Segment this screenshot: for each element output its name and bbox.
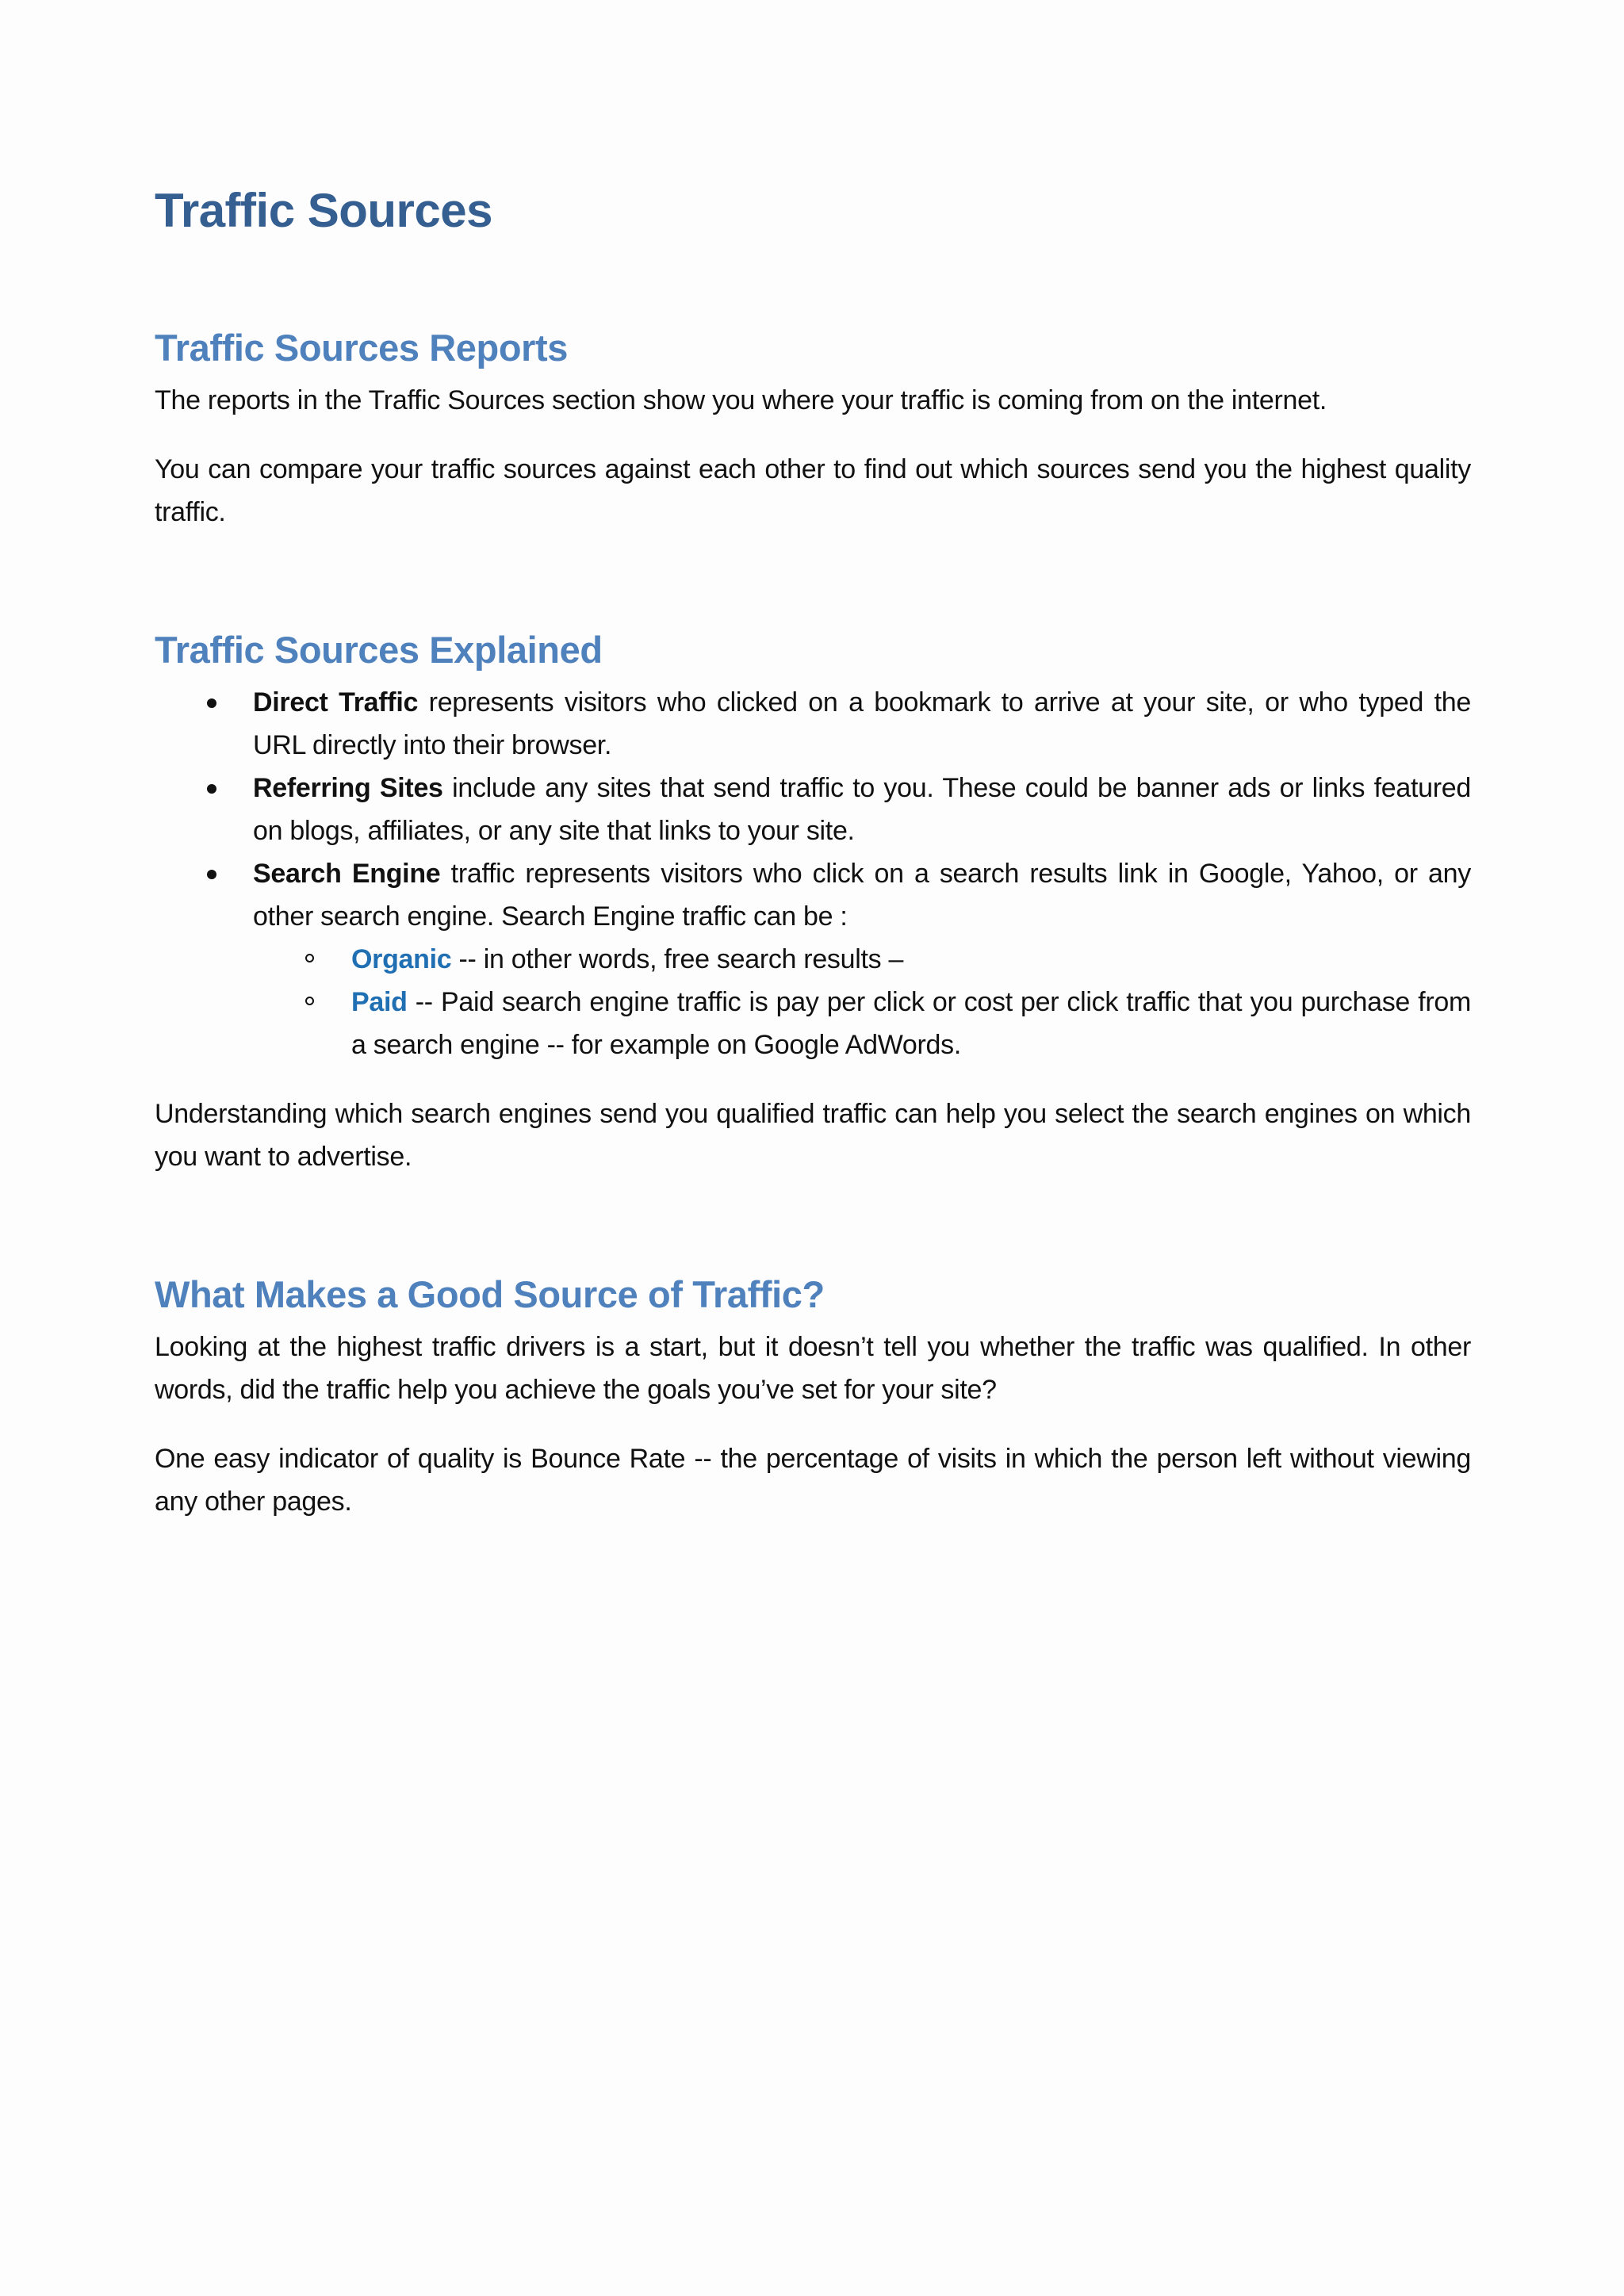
section-heading-good-source: What Makes a Good Source of Traffic?: [155, 1273, 825, 1316]
bullet-icon: [207, 870, 216, 879]
list-item-direct-traffic: [155, 681, 1471, 767]
term-search-engine: Search Engine: [253, 859, 441, 890]
bullet-icon: [207, 784, 216, 794]
section-reports: [155, 327, 1471, 534]
document-body: [155, 182, 1471, 1618]
circle-bullet-icon: [305, 997, 314, 1005]
traffic-types-list: [155, 681, 1471, 1066]
reports-paragraph-1: The reports in the Traffic Sources section show you where your traffic is coming from on the internet.: [155, 385, 1327, 416]
list-item-search-engine: [155, 852, 1471, 1066]
term-organic: Organic: [351, 944, 452, 975]
section-good-source: [155, 1273, 1471, 1523]
section-heading-explained: Traffic Sources Explained: [155, 629, 603, 672]
term-direct-traffic: Direct Traffic: [253, 687, 419, 718]
sub-item-organic: [253, 938, 1471, 981]
sub-item-paid: [253, 981, 1471, 1066]
page-title: Traffic Sources: [155, 184, 493, 237]
desc-paid: -- Paid search engine traffic is pay per click or cost per click traffic that you purchase from a search engine -- for example on Google AdWords.: [351, 987, 1471, 1061]
section-explained: [155, 629, 1471, 1178]
desc-referring-sites: include any sites that send traffic to you. These could be banner ads or links featured on blogs, affiliates, or any site that links to your site.: [253, 773, 1471, 847]
reports-paragraph-2: You can compare your traffic sources against each other to find out which sources send you the highest quality traffic.: [155, 454, 1471, 528]
desc-organic: -- in other words, free search results –: [451, 944, 904, 975]
circle-bullet-icon: [305, 954, 314, 962]
good-source-paragraph-1: Looking at the highest traffic drivers is a start, but it doesn’t tell you whether the traffic was qualified. In other words, did the traffic help you achieve the goals you’ve set for your site?: [155, 1332, 1471, 1406]
good-source-paragraph-2: One easy indicator of quality is Bounce Rate -- the percentage of visits in which the person left without viewing any other pages.: [155, 1444, 1471, 1517]
section-heading-reports: Traffic Sources Reports: [155, 327, 569, 369]
explained-closing-paragraph: Understanding which search engines send you qualified traffic can help you select the search engines on which you want to advertise.: [155, 1099, 1471, 1173]
term-paid: Paid: [351, 987, 408, 1018]
desc-search-engine: traffic represents visitors who click on a search results link in Google, Yahoo, or any other search engine. Search Engine traffic can be :: [253, 859, 1471, 932]
search-engine-types-list: [253, 938, 1471, 1066]
bullet-icon: [207, 698, 216, 708]
list-item-referring-sites: [155, 767, 1471, 852]
desc-direct-traffic: represents visitors who clicked on a bookmark to arrive at your site, or who typed the URL directly into their browser.: [253, 687, 1471, 761]
term-referring-sites: Referring Sites: [253, 773, 443, 804]
